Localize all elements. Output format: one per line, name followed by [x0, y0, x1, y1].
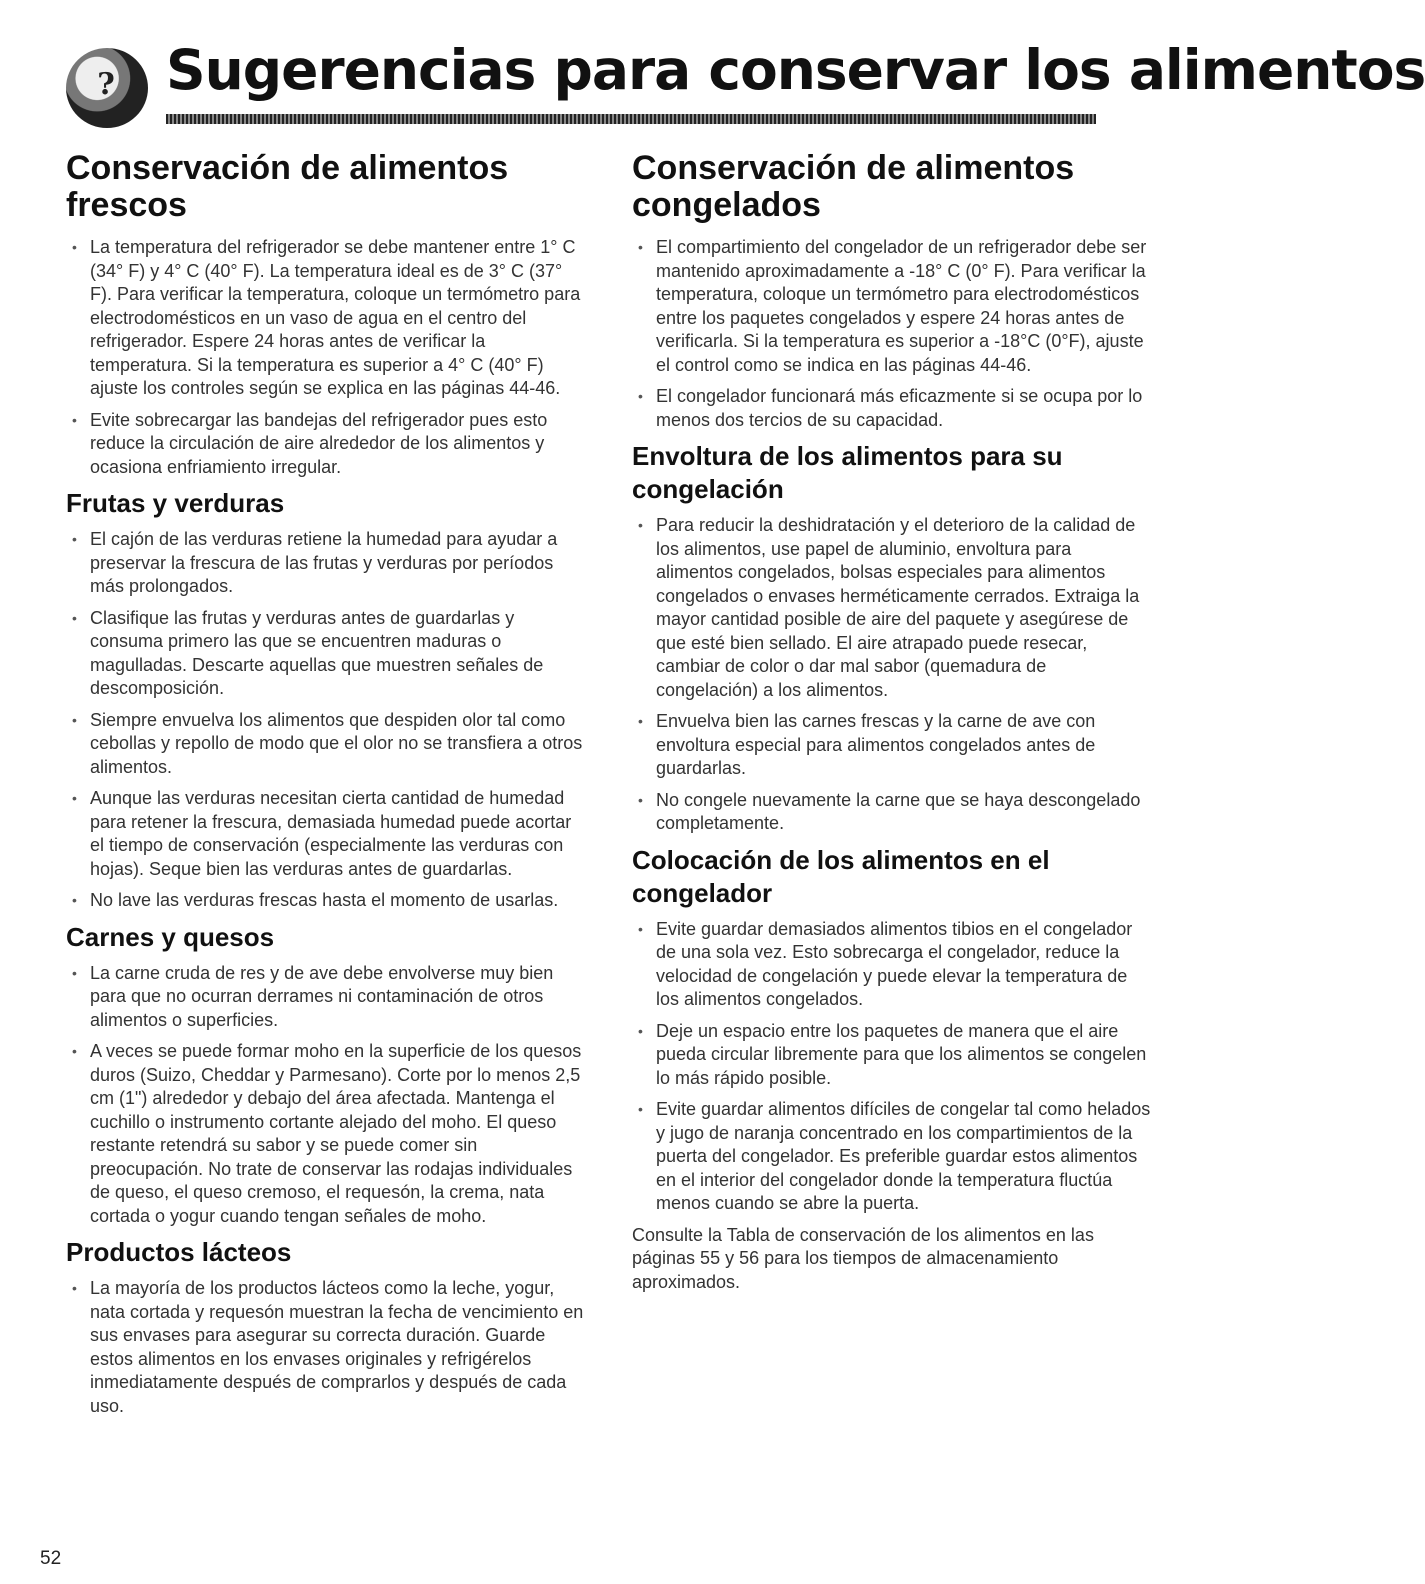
question-mark-glyph: ?	[97, 67, 115, 102]
fresh-intro-list	[66, 236, 586, 479]
list-item: • Aunque las verduras necesitan cierta cantidad de humedad para retener la frescura, demasiada humedad puede acortar el tiempo de conservación (especialmente las verduras con hojas). Seque bien las verduras antes de guardarlas.	[66, 787, 586, 881]
lacteos-list	[66, 1277, 586, 1418]
list-item: • La mayoría de los productos lácteos como la leche, yogur, nata cortada y requesón muestran la fecha de vencimiento en sus envases para asegurar su correcta duración. Guarde estos alimentos en los envases originales y refrigérelos inmediatamente después de comprarlos y después de cada uso.	[66, 1277, 586, 1418]
question-mark-icon	[66, 48, 148, 128]
list-item: • Evite guardar demasiados alimentos tibios en el congelador de una sola vez. Esto sobrecarga el congelador, reduce la velocidad de congelación y puede elevar la temperatura de los alimentos congelados.	[632, 918, 1152, 1012]
list-item: • No lave las verduras frescas hasta el momento de usarlas.	[66, 889, 586, 913]
subheading-frutas: Frutas y verduras	[66, 488, 285, 518]
envoltura-list	[632, 514, 1152, 836]
frozen-intro-list	[632, 236, 1152, 432]
section-heading-fresh: Conservación de alimentos frescos	[66, 149, 509, 224]
list-item: • Para reducir la deshidratación y el deterioro de la calidad de los alimentos, use papel de aluminio, envoltura para alimentos congelados, bolsas especiales para alimentos congelados o envases herméticamente cerrados. Extraiga la mayor cantidad posible de aire del paquete y asegúrese de que esté bien sellado. El aire atrapado puede resecar, cambiar de color o dar mal sabor (quemadura de congelación) a los alimentos.	[632, 514, 1152, 702]
section-heading-frozen: Conservación de alimentos congelados	[632, 149, 1075, 224]
page-header	[66, 38, 1425, 130]
subheading-lacteos: Productos lácteos	[66, 1237, 292, 1267]
list-item: • El cajón de las verduras retiene la humedad para ayudar a preservar la frescura de las frutas y verduras por períodos más prolongados.	[66, 528, 586, 599]
left-column	[66, 150, 586, 1426]
list-item: • Evite sobrecargar las bandejas del refrigerador pues esto reduce la circulación de aire alrededor de los alimentos y ocasiona enfriamiento irregular.	[66, 409, 586, 480]
carnes-list	[66, 962, 586, 1229]
page-number: 52	[40, 1548, 62, 1569]
header-rule	[166, 114, 1096, 124]
list-item: • Evite guardar alimentos difíciles de congelar tal como helados y jugo de naranja concentrado en los compartimientos de la puerta del congelador. Es preferible guardar estos alimentos en el interior del congelador donde la temperatura fluctúa menos cuando se abre la puerta.	[632, 1098, 1152, 1216]
colocacion-list	[632, 918, 1152, 1216]
page-title: Sugerencias para conservar los alimentos	[166, 38, 1425, 102]
list-item: • Siempre envuelva los alimentos que despiden olor tal como cebollas y repollo de modo que el olor no se transfiera a otros alimentos.	[66, 709, 586, 780]
list-item: • Envuelva bien las carnes frescas y la carne de ave con envoltura especial para alimentos congelados antes de guardarlas.	[632, 710, 1152, 781]
list-item: • Clasifique las frutas y verduras antes de guardarlas y consuma primero las que se encuentren maduras o magulladas. Descarte aquellas que muestren señales de descomposición.	[66, 607, 586, 701]
list-item: • Deje un espacio entre los paquetes de manera que el aire pueda circular libremente para que los alimentos se congelen lo más rápido posible.	[632, 1020, 1152, 1091]
right-column	[632, 150, 1152, 1294]
subheading-colocacion: Colocación de los alimentos en el congelador	[632, 844, 1050, 908]
list-item: • A veces se puede formar moho en la superficie de los quesos duros (Suizo, Cheddar y Parmesano). Corte por lo menos 2,5 cm (1") alrededor y debajo del área afectada. Mantenga el cuchillo o instrumento cortante alejado del moho. El queso restante retendrá su sabor y se puede comer sin preocupación. No trate de conservar las rodajas individuales de queso, el queso cremoso, el requesón, la crema, nata cortada o yogur cuando tengan señales de moho.	[66, 1040, 586, 1228]
subheading-envoltura: Envoltura de los alimentos para su congelación	[632, 441, 1063, 504]
closing-note: Consulte la Tabla de conservación de los alimentos en las páginas 55 y 56 para los tiempos de almacenamiento aproximados.	[632, 1224, 1094, 1292]
list-item: • La carne cruda de res y de ave debe envolverse muy bien para que no ocurran derrames ni contaminación de otros alimentos o superficies.	[66, 962, 586, 1033]
list-item: • El congelador funcionará más eficazmente si se ocupa por lo menos dos tercios de su capacidad.	[632, 385, 1152, 432]
frutas-list	[66, 528, 586, 913]
list-item: • El compartimiento del congelador de un refrigerador debe ser mantenido aproximadamente a -18° C (0° F). Para verificar la temperatura, coloque un termómetro para electrodomésticos entre los paquetes congelados y espere 24 horas antes de verificarla. Si la temperatura es superior a -18°C (0°F), ajuste el control como se indica en las páginas 44-46.	[632, 236, 1152, 377]
subheading-carnes: Carnes y quesos	[66, 921, 275, 952]
list-item: • No congele nuevamente la carne que se haya descongelado completamente.	[632, 789, 1152, 836]
list-item: • La temperatura del refrigerador se debe mantener entre 1° C (34° F) y 4° C (40° F). La temperatura ideal es de 3° C (37° F). Para verificar la temperatura, coloque un termómetro para electrodomésticos en un vaso de agua en el centro del refrigerador. Espere 24 horas antes de verificar la temperatura. Si la temperatura es superior a 4° C (40° F) ajuste los controles según se explica en las páginas 44-46.	[66, 236, 586, 401]
